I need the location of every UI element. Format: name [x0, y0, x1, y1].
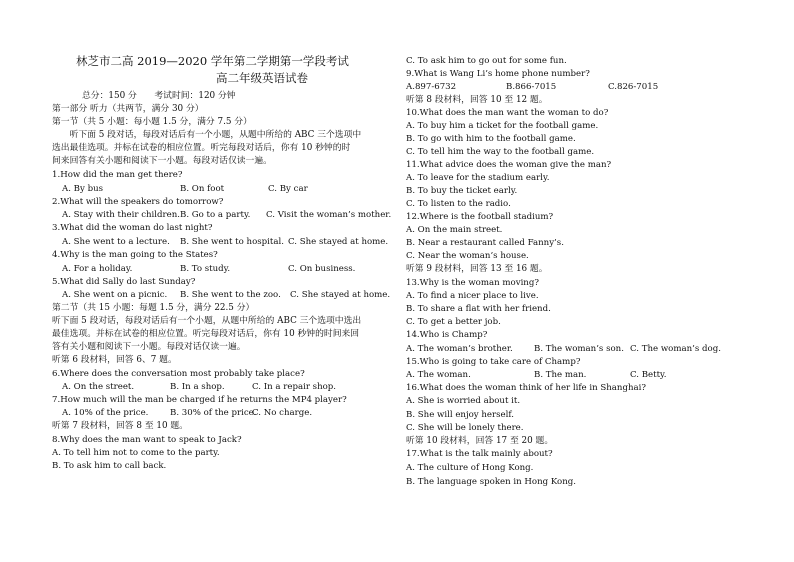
q3-option-a: A. She went to a lecture.	[62, 237, 170, 247]
q17-option-a: A. The culture of Hong Kong.	[406, 463, 534, 473]
question-14: 14.Who is Champ?	[406, 330, 488, 340]
q5-option-a: A. She went on a picnic.	[62, 290, 168, 300]
exam-subtitle: 高二年级英语试卷	[216, 71, 308, 85]
question-15: 15.Who is going to take care of Champ?	[406, 357, 581, 367]
q17-option-b: B. The language spoken in Hong Kong.	[406, 477, 576, 487]
section2-heading: 第二节（共 15 小题：每题 1.5 分，满分 22.5 分）	[52, 303, 255, 313]
q2-option-c: C. Visit the woman’s mother.	[266, 210, 392, 220]
q1-option-a: A. By bus	[62, 184, 104, 194]
material-10-heading: 听第 10 段材料，回答 17 至 20 题。	[406, 436, 554, 446]
question-3: 3.What did the woman do last night?	[52, 223, 213, 233]
question-7: 7.How much will the man be charged if he returns the MP4 player?	[52, 395, 347, 405]
q12-option-a: A. On the main street.	[406, 225, 503, 235]
q7-option-a: A. 10% of the price.	[62, 408, 149, 418]
section1-instruction-3: 间来回答有关小题和阅读下一小题。每段对话仅读一遍。	[52, 156, 272, 166]
q3-option-c: C. She stayed at home.	[288, 237, 389, 247]
q7-option-c: C. No charge.	[252, 408, 313, 418]
q11-option-b: B. To buy the ticket early.	[406, 186, 518, 196]
exam-title: 林芝市二高 2019—2020 学年第二学期第一学段考试	[76, 54, 349, 68]
q10-option-a: A. To buy him a ticket for the football game.	[406, 121, 599, 131]
q15-option-a: A. The woman.	[406, 370, 471, 380]
section2-instruction-2: 最佳选项。并标在试卷的相应位置。听完每段对话后，你有 10 秒钟的时间来回	[52, 329, 360, 339]
material-7-heading: 听第 7 段材料，回答 8 至 10 题。	[52, 421, 188, 431]
question-12: 12.Where is the football stadium?	[406, 212, 554, 222]
q11-option-a: A. To leave for the stadium early.	[406, 173, 550, 183]
q1-option-b: B. On foot	[180, 184, 225, 194]
q6-option-a: A. On the street.	[62, 382, 135, 392]
question-5: 5.What did Sally do last Sunday?	[52, 277, 196, 287]
question-17: 17.What is the talk mainly about?	[406, 449, 553, 459]
q5-option-b: B. She went to the zoo.	[180, 290, 281, 300]
q11-option-c: C. To listen to the radio.	[406, 199, 511, 209]
material-6-heading: 听第 6 段材料，回答 6、7 题。	[52, 355, 177, 365]
question-13: 13.Why is the woman moving?	[406, 278, 539, 288]
question-8: 8.Why does the man want to speak to Jack?	[52, 435, 242, 445]
q9-option-a: A.897-6732	[406, 82, 457, 92]
q15-option-b: B. The man.	[534, 370, 587, 380]
section1-instruction-1: 听下面 5 段对话，每段对话后有一个小题，从题中所给的 ABC 三个选项中	[52, 130, 362, 140]
q12-option-c: C. Near the woman’s house.	[406, 251, 529, 261]
question-10: 10.What does the man want the woman to do?	[406, 108, 609, 118]
q2-option-b: B. Go to a party.	[180, 210, 251, 220]
q2-option-a: A. Stay with their children.	[62, 210, 181, 220]
part1-heading: 第一部分 听力（共两节，满分 30 分）	[52, 104, 204, 114]
q6-option-c: C. In a repair shop.	[252, 382, 337, 392]
q5-option-c: C. She stayed at home.	[290, 290, 391, 300]
question-16: 16.What does the woman think of her life in Shanghai?	[406, 383, 646, 393]
material-8-heading: 听第 8 段材料，回答 10 至 12 题。	[406, 95, 548, 105]
q10-option-b: B. To go with him to the football game.	[406, 134, 576, 144]
q16-option-b: B. She will enjoy herself.	[406, 410, 514, 420]
score-time: 总分：150 分 考试时间：120 分钟	[82, 91, 236, 101]
q9-option-b: B.866-7015	[506, 82, 557, 92]
q8-option-c: C. To ask him to go out for some fun.	[406, 56, 567, 66]
q13-option-b: B. To share a flat with her friend.	[406, 304, 551, 314]
q14-option-b: B. The woman’s son.	[534, 344, 624, 354]
section2-instruction-1: 听下面 5 段对话，每段对话后有一个小题，从题中所给的 ABC 三个选项中选出	[52, 316, 362, 326]
section2-instruction-3: 答有关小题和阅读下一小题。每段对话仅读一遍。	[52, 342, 246, 352]
question-11: 11.What advice does the woman give the man?	[406, 160, 612, 170]
q16-option-a: A. She is worried about it.	[406, 396, 521, 406]
q7-option-b: B. 30% of the price.	[170, 408, 257, 418]
q14-option-a: A. The woman’s brother.	[406, 344, 513, 354]
q4-option-a: A. For a holiday.	[62, 264, 133, 274]
q6-option-b: B. In a shop.	[170, 382, 225, 392]
q4-option-b: B. To study.	[180, 264, 231, 274]
q4-option-c: C. On business.	[288, 264, 356, 274]
q12-option-b: B. Near a restaurant called Fanny’s.	[406, 238, 564, 248]
q9-option-c: C.826-7015	[608, 82, 659, 92]
q16-option-c: C. She will be lonely there.	[406, 423, 524, 433]
q14-option-c: C. The woman’s dog.	[630, 344, 721, 354]
question-1: 1.How did the man get there?	[52, 170, 183, 180]
q8-option-a: A. To tell him not to come to the party.	[52, 448, 220, 458]
q1-option-c: C. By car	[268, 184, 308, 194]
q10-option-c: C. To tell him the way to the football game.	[406, 147, 595, 157]
question-4: 4.Why is the man going to the States?	[52, 250, 218, 260]
section1-instruction-2: 选出最佳选项。并标在试卷的相应位置。听完每段对话后，你有 10 秒钟的时	[52, 143, 351, 153]
q13-option-a: A. To find a nicer place to live.	[406, 291, 539, 301]
q15-option-c: C. Betty.	[630, 370, 667, 380]
question-2: 2.What will the speakers do tomorrow?	[52, 197, 224, 207]
q8-option-b: B. To ask him to call back.	[52, 461, 167, 471]
section1-heading: 第一节（共 5 小题：每小题 1.5 分，满分 7.5 分）	[52, 117, 252, 127]
question-9: 9.What is Wang Li’s home phone number?	[406, 69, 590, 79]
q3-option-b: B. She went to hospital.	[180, 237, 284, 247]
question-6: 6.Where does the conversation most probably take place?	[52, 369, 305, 379]
material-9-heading: 听第 9 段材料，回答 13 至 16 题。	[406, 264, 548, 274]
q13-option-c: C. To get a better job.	[406, 317, 501, 327]
